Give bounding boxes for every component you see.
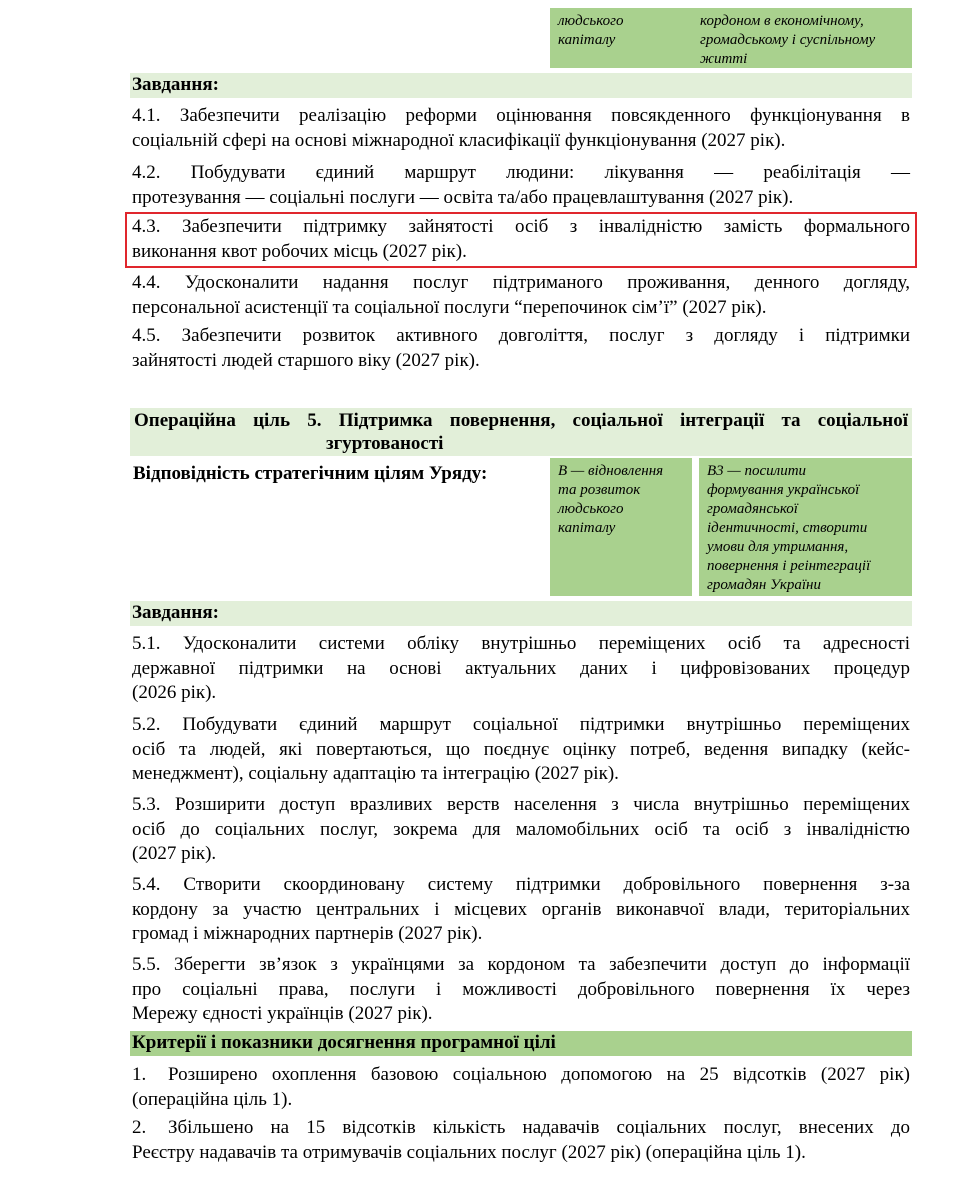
cell-line: ідентичності, створити	[707, 520, 868, 536]
task-line: 4.4. Удосконалити надання послуг підтриманого проживання, денного догляду,	[132, 272, 910, 293]
cell-line: умови для утримання,	[707, 539, 849, 555]
criteria-item-1	[130, 1063, 912, 1112]
task-line: виконання квот робочих місць (2027 рік).	[132, 240, 467, 262]
criteria-heading-text: Критерії і показники досягнення програмної цілі	[132, 1032, 556, 1053]
task-line: 5.2. Побудувати єдиний маршрут соціальної підтримки внутрішньо переміщених	[132, 714, 910, 735]
criteria-number: 1.	[132, 1064, 147, 1085]
cell-line: громадянської	[707, 501, 798, 517]
task-line: 5.1. Удосконалити системи обліку внутрішньо переміщених осіб та адресності	[132, 633, 910, 654]
cell-line: людського	[558, 13, 624, 29]
cell-line: капіталу	[558, 32, 616, 48]
alignment-cell-goal	[550, 458, 692, 596]
cell-line: громадському і суспільному	[700, 32, 876, 48]
alignment-cell-subgoal	[699, 458, 912, 596]
task-4-2	[130, 161, 912, 210]
criteria-number: 2.	[132, 1117, 147, 1138]
criteria-line: Розширено охоплення базовою соціальною допомогою на 25 відсотків (2027 рік)	[168, 1064, 910, 1085]
task-line: персональної асистенції та соціальної послуги “перепочинок сім’ї” (2027 рік).	[132, 296, 767, 318]
task-5-5	[130, 953, 912, 1027]
cell-line: В — відновлення	[558, 463, 664, 479]
task-5-4	[130, 873, 912, 947]
criteria-line: (операційна ціль 1).	[132, 1088, 293, 1110]
task-line: 5.5. Зберегти зв’язок з українцями за кордоном та забезпечити доступ до інформації	[132, 954, 910, 975]
criteria-heading	[130, 1031, 912, 1056]
cell-line: В3 — посилити	[707, 463, 807, 479]
task-line: Мережу єдності українців (2027 рік).	[132, 1003, 433, 1024]
task-line: протезування — соціальні послуги — освіта та/або працевлаштування (2027 рік).	[132, 186, 794, 208]
task-4-3	[130, 215, 912, 264]
task-line: громад і міжнародних партнерів (2027 рік).	[132, 923, 483, 944]
task-line: 4.2. Побудувати єдиний маршрут людини: лікування — реабілітація —	[132, 162, 910, 183]
cell-line: формування української	[707, 482, 860, 498]
cell-line: та розвиток	[558, 482, 641, 498]
criteria-line: Реєстру надавачів та отримувачів соціальних послуг (2027 рік) (операційна ціль 1).	[132, 1141, 806, 1163]
task-line: кордону за участю центральних і місцевих органів виконавчої влади, територіальних	[132, 898, 910, 920]
operational-goal-heading	[130, 408, 912, 456]
task-4-5	[130, 324, 912, 373]
task-line: державної підтримки на основі актуальних даних і цифровізованих процедур	[132, 657, 910, 679]
previous-table-cell-1	[550, 8, 692, 68]
task-line: осіб та людей, які повертаються, що поєднує оцінку потреб, ведення випадку (кейс-	[132, 738, 910, 760]
task-5-1	[130, 632, 912, 706]
task-line: 4.1. Забезпечити реалізацію реформи оцінювання повсякденного функціонування в	[132, 105, 910, 126]
criteria-item-2	[130, 1116, 912, 1165]
task-line: 5.4. Створити скоординовану систему підтримки добровільного повернення з-за	[132, 874, 910, 895]
task-line: 4.5. Забезпечити розвиток активного довголіття, послуг з догляду і підтримки	[132, 325, 910, 346]
task-5-3	[130, 793, 912, 867]
previous-table-cell-2	[692, 8, 912, 68]
task-4-4	[130, 271, 912, 320]
cell-line: громадян України	[707, 577, 821, 593]
task-line: зайнятості людей старшого віку (2027 рік).	[132, 349, 480, 371]
task-line: (2026 рік).	[132, 682, 217, 703]
operational-goal-line: Операційна ціль 5. Підтримка повернення, соціальної інтеграції та соціальної	[134, 410, 908, 431]
operational-goal-line: згуртованості	[326, 433, 444, 454]
task-line: про соціальні права, послуги і можливості добровільного повернення їх через	[132, 978, 910, 1000]
task-line: менеджмент), соціальну адаптацію та інтеграцію (2027 рік).	[132, 763, 619, 784]
cell-line: житті	[700, 51, 748, 67]
cell-line: людського	[558, 501, 624, 517]
cell-line: повернення і реінтеграції	[707, 558, 871, 574]
previous-table-fragment	[550, 8, 912, 68]
tasks-heading	[130, 601, 912, 626]
tasks-heading	[130, 73, 912, 98]
criteria-line: Збільшено на 15 відсотків кількість надавачів соціальних послуг, внесених до	[168, 1117, 910, 1138]
task-line: 4.3. Забезпечити підтримку зайнятості осіб з інвалідністю замість формального	[132, 216, 910, 237]
task-line: осіб до соціальних послуг, зокрема для маломобільних осіб та осіб з інвалідністю	[132, 818, 910, 840]
task-line: (2027 рік).	[132, 843, 217, 864]
task-4-1	[130, 104, 912, 153]
cell-line: кордоном в економічному,	[700, 13, 864, 29]
alignment-label: Відповідність стратегічним цілям Уряду:	[133, 463, 488, 484]
cell-line: капіталу	[558, 520, 616, 536]
tasks-heading-text: Завдання:	[132, 602, 219, 623]
task-line: соціальній сфері на основі міжнародної класифікації функціонування (2027 рік).	[132, 129, 786, 151]
tasks-heading-text: Завдання:	[132, 74, 219, 95]
task-line: 5.3. Розширити доступ вразливих верств населення з числа внутрішньо переміщених	[132, 794, 910, 815]
task-5-2	[130, 713, 912, 787]
